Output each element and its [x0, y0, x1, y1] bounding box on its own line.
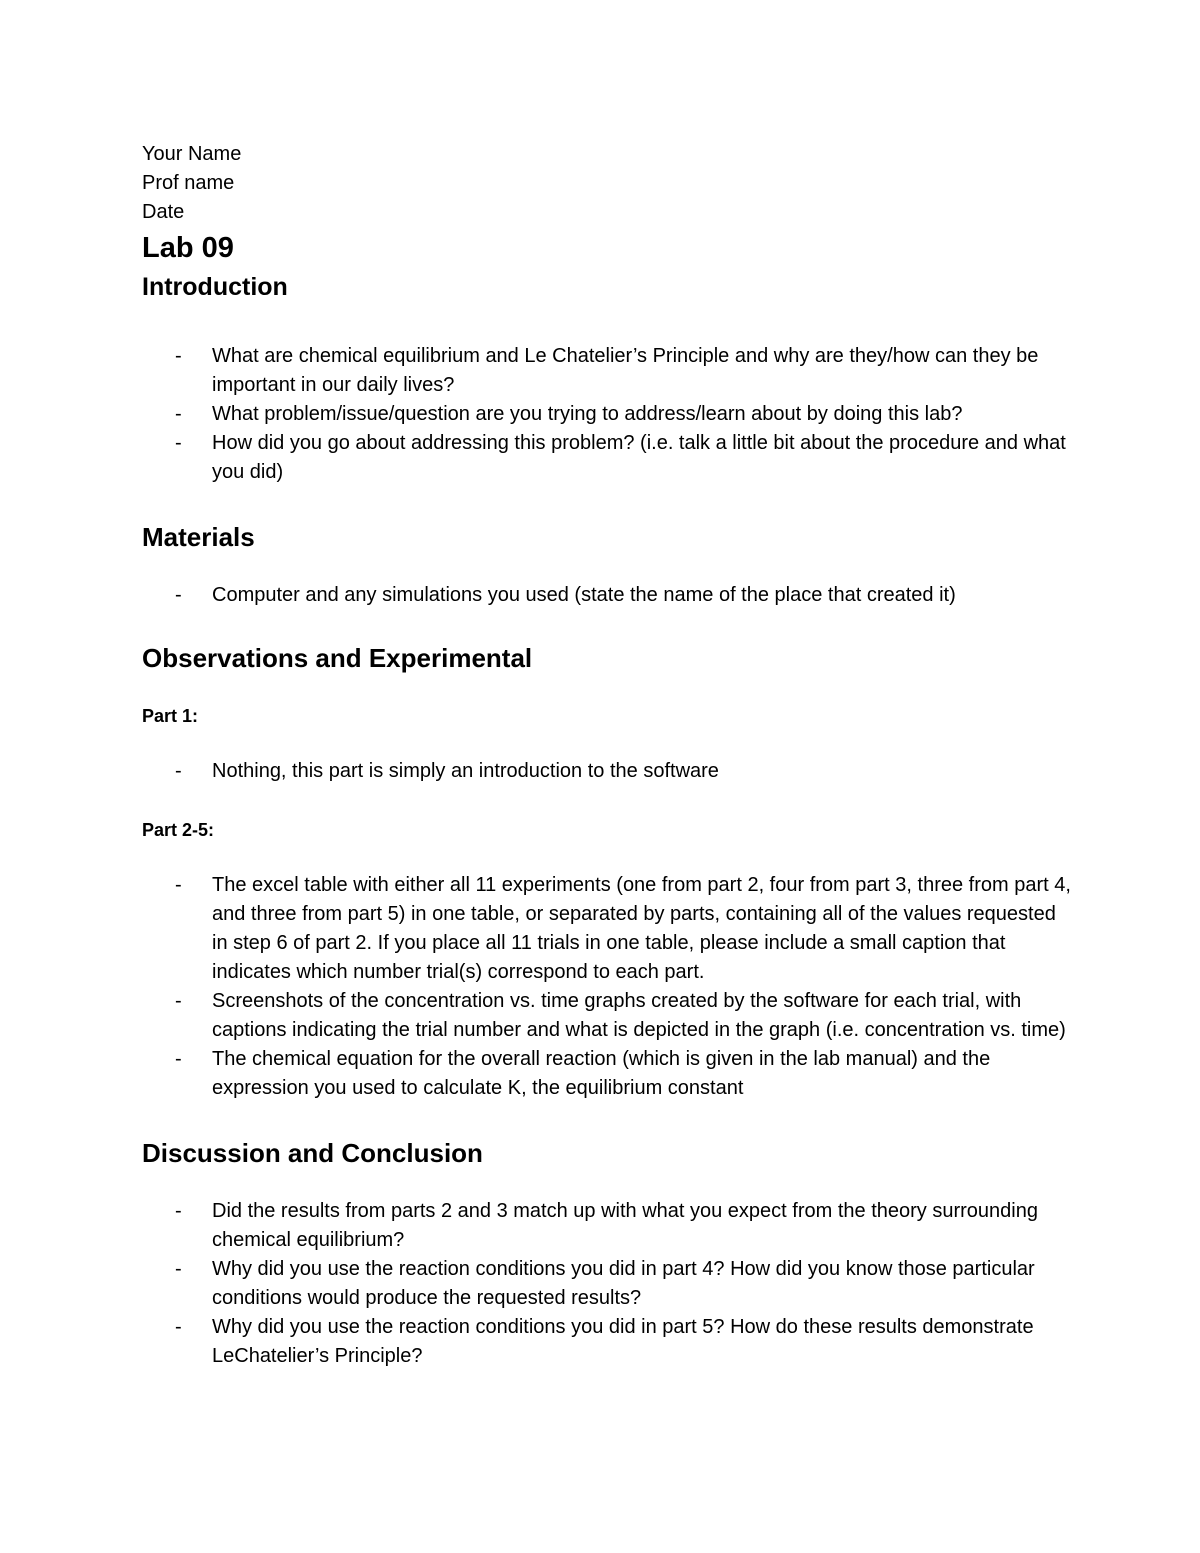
dash-bullet: -: [175, 1200, 182, 1222]
date-line: Date: [142, 201, 185, 223]
document-title: Lab 09: [142, 232, 234, 264]
dash-bullet: -: [175, 1048, 182, 1070]
dash-bullet: -: [175, 1316, 182, 1338]
list-item: - How did you go about addressing this problem? (i.e. talk a little bit about the procedure and what you did): [142, 429, 1072, 487]
list-item: - The excel table with either all 11 experiments (one from part 2, four from part 3, three from part 4, and three from part 5) in one table, or separated by parts, containing all of the values requested in step 6 of part 2. If you place all 11 trials in one table, please include a small caption that indicates which number trial(s) correspond to each part.: [142, 871, 1072, 987]
dash-bullet: -: [175, 874, 182, 896]
list-item: - Computer and any simulations you used (state the name of the place that created it): [142, 581, 1072, 610]
list-item: - What are chemical equilibrium and Le Chatelier’s Principle and why are they/how can they be important in our daily lives?: [142, 342, 1072, 400]
list-item: - Screenshots of the concentration vs. time graphs created by the software for each trial, with captions indicating the trial number and what is depicted in the graph (i.e. concentration vs. time): [142, 987, 1072, 1045]
dash-bullet: -: [175, 1258, 182, 1280]
list-item: - Why did you use the reaction conditions you did in part 5? How do these results demonstrate LeChatelier’s Principle?: [142, 1313, 1072, 1371]
dash-bullet: -: [175, 432, 182, 454]
part-1-label: Part 1:: [142, 706, 199, 726]
part-1-list: [142, 757, 1072, 786]
materials-heading: Materials: [142, 522, 255, 552]
list-item: - Why did you use the reaction conditions you did in part 4? How did you know those particular conditions would produce the requested results?: [142, 1255, 1072, 1313]
dash-bullet: -: [175, 990, 182, 1012]
list-item: - The chemical equation for the overall reaction (which is given in the lab manual) and the expression you used to calculate K, the equilibrium constant: [142, 1045, 1072, 1103]
list-item: - Nothing, this part is simply an introduction to the software: [142, 757, 1072, 786]
introduction-heading: Introduction: [142, 273, 288, 301]
professor-name: Prof name: [142, 172, 235, 194]
list-item: - Did the results from parts 2 and 3 match up with what you expect from the theory surrounding chemical equilibrium?: [142, 1197, 1072, 1255]
dash-bullet: -: [175, 760, 182, 782]
dash-bullet: -: [175, 403, 182, 425]
materials-list: [142, 581, 1072, 610]
part-2-5-label: Part 2-5:: [142, 820, 215, 840]
discussion-list: [142, 1197, 1072, 1371]
dash-bullet: -: [175, 584, 182, 606]
dash-bullet: -: [175, 345, 182, 367]
introduction-list: [142, 342, 1072, 487]
student-name: Your Name: [142, 143, 242, 165]
part-2-5-list: [142, 871, 1072, 1103]
discussion-heading: Discussion and Conclusion: [142, 1138, 483, 1168]
list-item: - What problem/issue/question are you trying to address/learn about by doing this lab?: [142, 400, 1072, 429]
document-page: [142, 140, 1072, 1371]
observations-heading: Observations and Experimental: [142, 643, 533, 673]
